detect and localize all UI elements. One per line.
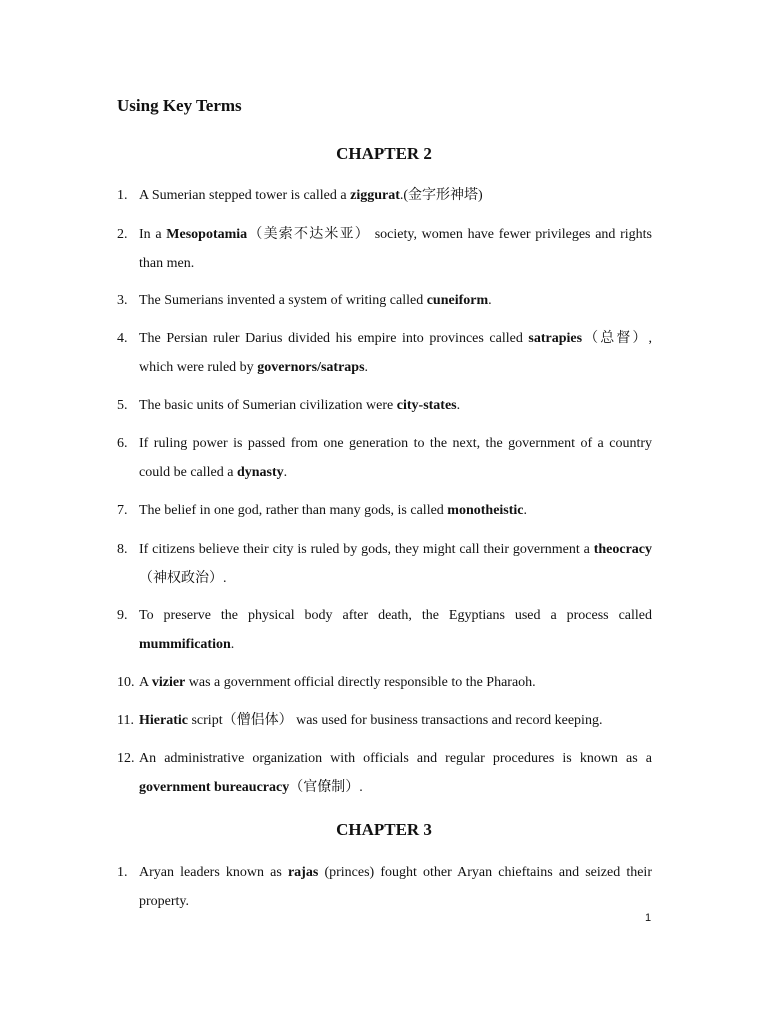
key-term: government bureaucracy [139, 779, 290, 795]
key-term: ziggurat [350, 188, 400, 203]
list-item [117, 182, 652, 211]
item-number: 11. [117, 713, 134, 728]
item-number: 1. [117, 188, 128, 203]
item-text: If citizens believe their city is ruled by gods, they might call their government a theocracy（神权政治）. [139, 542, 652, 586]
list-item [117, 497, 652, 526]
chapter-2-heading: CHAPTER 2 [336, 144, 432, 163]
item-number: 9. [117, 608, 128, 623]
key-term: rajas [287, 865, 319, 880]
list-item [117, 287, 652, 316]
section-title: Using Key Terms [117, 96, 242, 115]
item-number: 7. [117, 503, 128, 518]
key-term: mummification [139, 636, 231, 652]
item-text: The Persian ruler Darius divided his empire into provinces called satrapies（总督）, which were ruled by governors/satraps. [139, 331, 652, 375]
key-term: monotheistic [447, 503, 524, 518]
list-item [117, 745, 652, 802]
item-text: The basic units of Sumerian civilization were city-states. [139, 398, 461, 413]
item-text: A vizier was a government official directly responsible to the Pharaoh. [139, 675, 536, 690]
item-text: Hieratic script（僧侣体） was used for business transactions and record keeping. [139, 713, 603, 728]
item-number: 1. [117, 865, 128, 880]
item-number: 6. [117, 436, 128, 451]
key-term: governors/satraps [257, 359, 365, 375]
item-text: The Sumerians invented a system of writing called cuneiform. [139, 293, 492, 308]
key-term: Mesopotamia [166, 227, 248, 242]
list-item [117, 602, 652, 659]
list-item [117, 325, 652, 382]
list-item [117, 707, 652, 736]
item-text: An administrative organization with officials and regular procedures is known as a government bureaucracy（官僚制）. [139, 751, 652, 795]
list-item [117, 392, 652, 421]
item-number: 3. [117, 293, 128, 308]
key-term: vizier [151, 675, 186, 690]
key-term: theocracy [593, 542, 652, 557]
item-text: In a Mesopotamia（美索不达米亚） society, women have fewer privileges and rights than men. [139, 227, 652, 271]
key-term: Hieratic [139, 713, 188, 728]
item-number: 12. [117, 751, 135, 766]
key-term: dynasty [236, 464, 284, 480]
item-text: The belief in one god, rather than many gods, is called monotheistic. [139, 503, 528, 518]
page-number: 1 [645, 912, 652, 924]
list-item [117, 430, 652, 487]
item-text: If ruling power is passed from one generation to the next, the government of a country could be called a dynasty. [139, 436, 652, 480]
key-term: cuneiform [426, 293, 489, 308]
list-item [117, 536, 652, 593]
item-number: 5. [117, 398, 128, 413]
item-text: Aryan leaders known as rajas (princes) fought other Aryan chieftains and seized their property. [139, 865, 652, 909]
item-text: A Sumerian stepped tower is called a ziggurat.(金字形神塔) [139, 188, 483, 203]
chapter-3-heading: CHAPTER 3 [336, 820, 432, 839]
item-number: 2. [117, 227, 128, 242]
item-text: To preserve the physical body after death, the Egyptians used a process called mummification. [139, 608, 652, 652]
list-item [117, 221, 652, 278]
item-number: 8. [117, 542, 128, 557]
item-number: 4. [117, 331, 128, 346]
key-term: city-states [396, 398, 457, 413]
key-term: satrapies [528, 331, 583, 346]
list-item [117, 859, 652, 916]
list-item [117, 669, 652, 698]
item-number: 10. [117, 675, 135, 690]
